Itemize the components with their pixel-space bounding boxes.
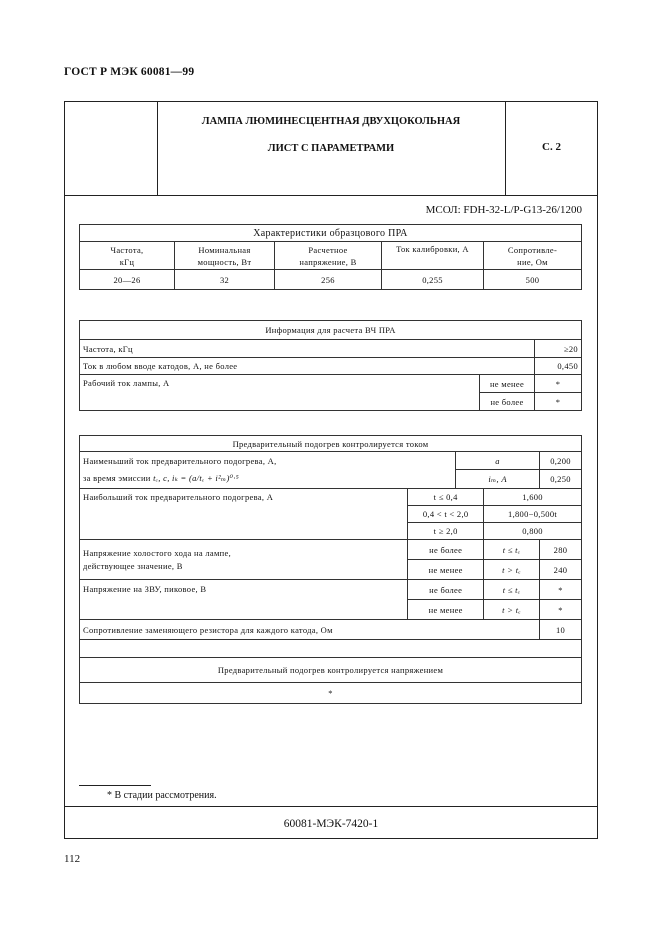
t3-emission-cell <box>80 470 456 489</box>
t3-max-value: 1,600 <box>484 489 582 506</box>
t2-label: Ток в любом вводе катодов, А, не более <box>80 358 535 375</box>
t3-max-cond: t ≤ 0,4 <box>408 489 484 506</box>
t2-title: Информация для расчета ВЧ ПРА <box>80 321 582 340</box>
t3-zvu-value: * <box>540 600 582 620</box>
sheet-number: С. 2 <box>542 141 561 153</box>
t2-cond: не менее <box>480 375 535 393</box>
t3-ocv-label <box>80 540 408 580</box>
t3-ocv-value: 240 <box>540 560 582 580</box>
t2-cond: не более <box>480 393 535 411</box>
footer-rule <box>64 806 598 807</box>
t3-max-cond: t ≥ 2,0 <box>408 523 484 540</box>
t1-cell: 32 <box>175 270 275 290</box>
t2-label: Рабочий ток лампы, А <box>80 375 480 411</box>
t3-ocv-label-1: Напряжение холостого хода на лампе, <box>83 547 232 558</box>
t3-ocv-cond: t > tₑ <box>484 560 540 580</box>
t3-resistor-label: Сопротивление заменяющего резистора для каждого катода, Ом <box>80 620 540 640</box>
t4-value: * <box>80 683 582 704</box>
t1-title: Характеристики образцового ПРА <box>80 225 582 242</box>
t3-a-value: 0,200 <box>540 452 582 470</box>
t1-header: Номинальная мощность, Вт <box>175 242 275 270</box>
footer-code: 60081-МЭК-7420-1 <box>283 818 379 830</box>
t2-value: * <box>535 393 582 411</box>
t3-zvu-value: * <box>540 580 582 600</box>
lamp-designation: МСОЛ: FDH-32-L/P-G13-26/1200 <box>425 204 582 216</box>
t3-ocv-cond: t ≤ tₑ <box>484 540 540 560</box>
t3-im-symbol: iₘ, А <box>456 470 540 489</box>
t2-value: 0,450 <box>535 358 582 375</box>
t1-header: Сопротивле- ние, Ом <box>484 242 582 270</box>
t4-title: Предварительный подогрев контролируется напряжением <box>80 658 582 683</box>
t3-a-symbol: a <box>456 452 540 470</box>
t3-im-value: 0,250 <box>540 470 582 489</box>
t1-cell: 0,255 <box>382 270 484 290</box>
header-title-line2: ЛИСТ С ПАРАМЕТРАМИ <box>267 143 395 154</box>
t3-emission-label: за время эмиссии <box>83 473 151 484</box>
t3-ocv-limit: не более <box>408 540 484 560</box>
t3-emission-formula: tₑ, с, iₖ = (a/tₑ + i²ₘ)⁰·⁵ <box>153 473 239 484</box>
header-title-line1: ЛАМПА ЛЮМИНЕСЦЕНТНАЯ ДВУХЦОКОЛЬНАЯ <box>201 116 461 127</box>
t1-cell: 20—26 <box>80 270 175 290</box>
t3-max-value: 1,800−0,500t <box>484 506 582 523</box>
t1-cell: 500 <box>484 270 582 290</box>
t1-header: Расчетное напряжение, В <box>275 242 382 270</box>
t3-zvu-cond: t ≤ tₑ <box>484 580 540 600</box>
t2-label: Частота, кГц <box>80 340 535 358</box>
hf-ballast-info-table <box>79 320 582 411</box>
t3-ocv-label-2: действующее значение, В <box>83 560 183 571</box>
t1-header: Частота, кГц <box>80 242 175 270</box>
t3-title: Предварительный подогрев контролируется током <box>80 436 582 452</box>
t3-min-current-label: Наименьший ток предварительного подогрева, А, <box>80 452 456 470</box>
t1-header: Ток калибровки, А <box>382 242 484 270</box>
footnote-rule <box>79 785 151 786</box>
current-preheat-table <box>79 435 582 704</box>
t3-max-cond: 0,4 < t < 2,0 <box>408 506 484 523</box>
t1-cell: 256 <box>275 270 382 290</box>
document-code: ГОСТ Р МЭК 60081—99 <box>64 66 195 78</box>
t3-zvu-limit: не менее <box>408 600 484 620</box>
reference-ballast-table <box>79 224 582 290</box>
t3-max-current-label: Наибольший ток предварительного подогрева, А <box>80 489 408 540</box>
page-number: 112 <box>64 853 81 865</box>
t3-ocv-value: 280 <box>540 540 582 560</box>
footnote: * В стадии рассмотрения. <box>107 790 217 801</box>
t3-resistor-value: 10 <box>540 620 582 640</box>
t3-ocv-limit: не менее <box>408 560 484 580</box>
t3-zvu-cond: t > tₑ <box>484 600 540 620</box>
t3-max-value: 0,800 <box>484 523 582 540</box>
t2-value: * <box>535 375 582 393</box>
t3-zvu-label: Напряжение на ЗВУ, пиковое, В <box>80 580 408 620</box>
t3-zvu-limit: не более <box>408 580 484 600</box>
t2-value: ≥20 <box>535 340 582 358</box>
t3-spacer-row <box>80 640 582 658</box>
